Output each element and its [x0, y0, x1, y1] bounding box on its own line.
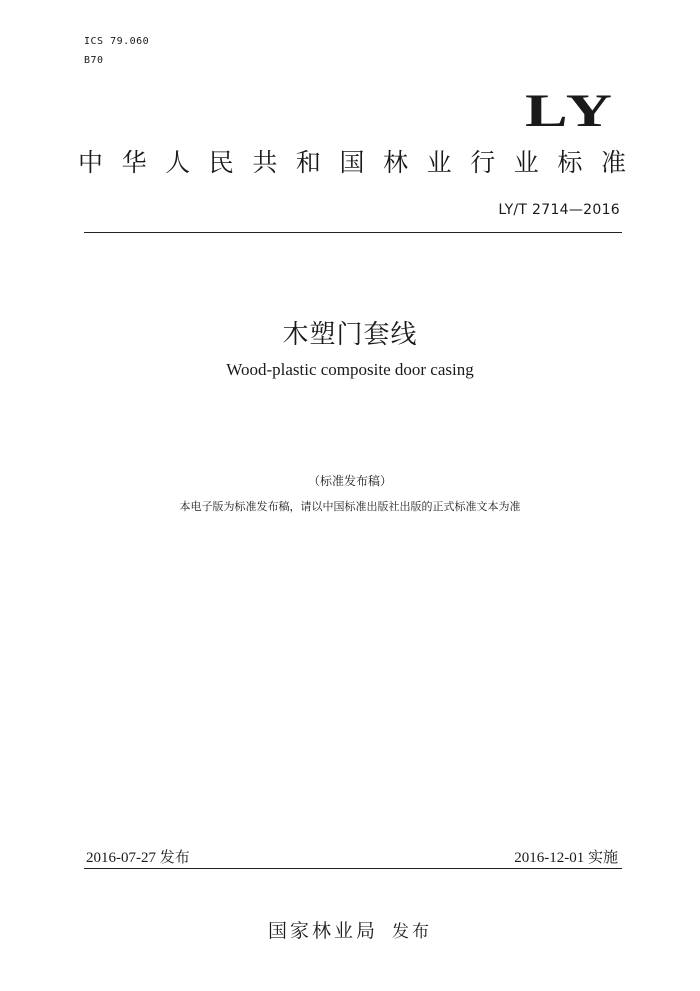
draft-label: （标准发布稿） — [307, 474, 392, 488]
publish-date: 2016-07-27 发布 — [86, 850, 190, 866]
implement-date: 2016-12-01 实施 — [514, 850, 618, 866]
issuer-verb: 发布 — [392, 922, 432, 942]
standard-name-char: 和 — [295, 148, 321, 177]
draft-note: 本电子版为标准发布稿，请以中国标准出版社出版的正式标准文本为准 — [179, 500, 521, 513]
standard-name-char: 国 — [339, 148, 365, 177]
ly-logo: LY — [524, 85, 616, 137]
ics-code: ICS 79.060 — [84, 36, 150, 47]
standard-category-name — [78, 150, 626, 175]
standard-name-char: 华 — [121, 148, 147, 177]
standard-name-char: 准 — [600, 148, 626, 177]
title-english: Wood-plastic composite door casing — [226, 360, 474, 379]
standard-name-char: 行 — [470, 148, 496, 177]
standard-name-char: 中 — [78, 148, 104, 177]
standard-name-char: 标 — [557, 148, 583, 177]
standard-name-char: 业 — [513, 148, 539, 177]
standard-number: LY/T 2714—2016 — [498, 202, 620, 218]
classification-code: B70 — [84, 55, 104, 66]
header-divider — [84, 232, 622, 233]
standard-name-char: 民 — [208, 148, 234, 177]
standard-name-char: 林 — [383, 148, 409, 177]
standard-name-char: 共 — [252, 148, 278, 177]
issuer-name: 国家林业局 — [267, 920, 378, 942]
standard-name-char: 业 — [426, 148, 452, 177]
issuer-line — [0, 916, 700, 943]
title-chinese: 木塑门套线 — [282, 320, 418, 350]
standard-name-char: 人 — [165, 148, 191, 177]
footer-divider — [84, 868, 622, 869]
